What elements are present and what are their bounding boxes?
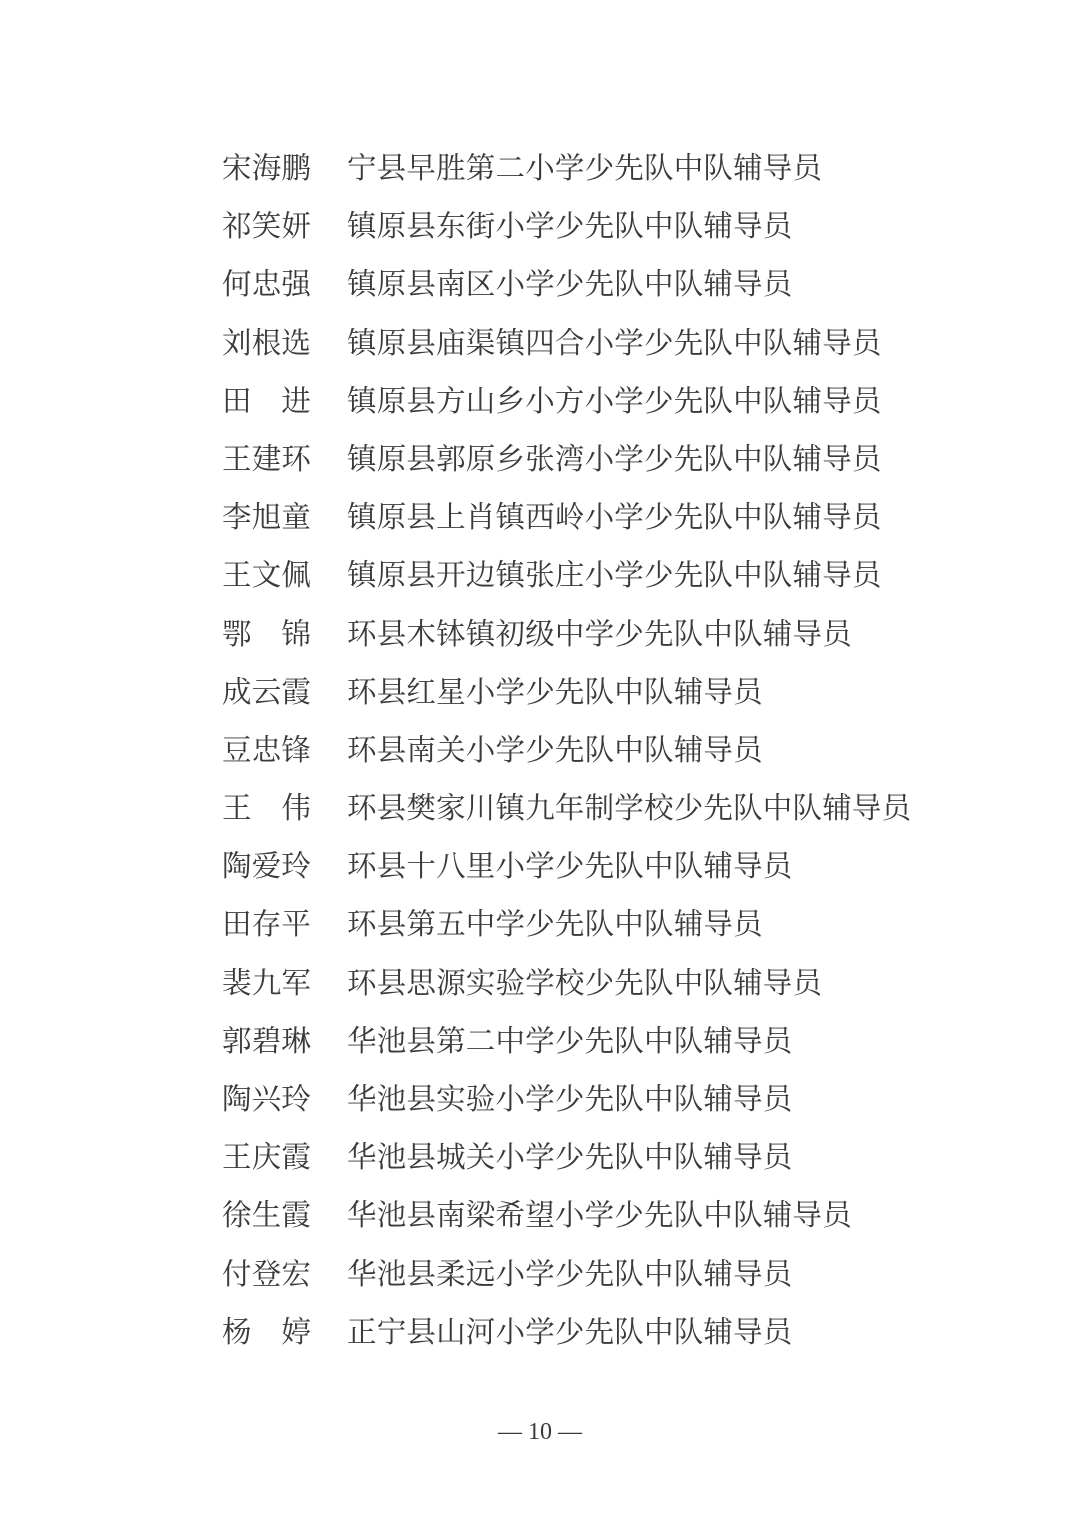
roster-row	[222, 1013, 1080, 1071]
footer-left-dash: —	[498, 1419, 522, 1445]
person-name: 徐生霞	[222, 1200, 312, 1233]
footer-right-dash: —	[558, 1419, 582, 1445]
roster-row	[222, 955, 1080, 1013]
roster-row	[222, 606, 1080, 664]
person-title: 镇原县郭原乡张湾小学少先队中队辅导员	[347, 443, 882, 476]
person-name: 王 伟	[222, 793, 312, 826]
person-name: 何忠强	[222, 269, 312, 302]
person-name: 刘根选	[222, 327, 312, 360]
person-title: 环县十八里小学少先队中队辅导员	[347, 851, 793, 884]
roster-row	[222, 140, 1080, 198]
roster-row	[222, 896, 1080, 954]
roster-row	[222, 198, 1080, 256]
person-title: 宁县早胜第二小学少先队中队辅导员	[347, 153, 823, 185]
person-title: 镇原县东街小学少先队中队辅导员	[347, 211, 793, 244]
person-title: 正宁县山河小学少先队中队辅导员	[347, 1316, 793, 1349]
person-title: 环县木钵镇初级中学少先队中队辅导员	[347, 618, 852, 651]
roster-row	[222, 1304, 1080, 1362]
person-title: 华池县城关小学少先队中队辅导员	[347, 1142, 793, 1175]
person-name: 王庆霞	[222, 1142, 312, 1175]
roster-row	[222, 1187, 1080, 1245]
person-name: 田存平	[222, 909, 312, 942]
person-title: 华池县实验小学少先队中队辅导员	[347, 1084, 793, 1116]
roster-row	[222, 431, 1080, 489]
roster-row	[222, 489, 1080, 547]
person-name: 田 进	[222, 385, 312, 418]
person-name: 杨 婷	[222, 1316, 312, 1349]
person-title: 环县樊家川镇九年制学校少先队中队辅导员	[347, 793, 912, 826]
roster-row	[222, 1246, 1080, 1304]
person-title: 环县思源实验学校少先队中队辅导员	[347, 967, 823, 1000]
page-footer	[0, 1416, 1080, 1448]
person-name: 成云霞	[222, 676, 312, 709]
person-title: 华池县南梁希望小学少先队中队辅导员	[347, 1200, 852, 1233]
person-name: 付登宏	[222, 1258, 312, 1291]
person-title: 环县红星小学少先队中队辅导员	[347, 676, 763, 709]
roster-row	[222, 664, 1080, 722]
roster-row	[222, 315, 1080, 373]
roster-row	[222, 722, 1080, 780]
person-name: 豆忠锋	[222, 734, 312, 767]
person-name: 王建环	[222, 443, 312, 476]
person-title: 华池县柔远小学少先队中队辅导员	[347, 1258, 793, 1291]
person-title: 镇原县庙渠镇四合小学少先队中队辅导员	[347, 327, 882, 360]
person-title: 镇原县方山乡小方小学少先队中队辅导员	[347, 385, 882, 418]
roster-row	[222, 1129, 1080, 1187]
person-name: 鄂 锦	[222, 618, 312, 651]
person-name: 李旭童	[222, 502, 312, 535]
person-title: 华池县第二中学少先队中队辅导员	[347, 1025, 793, 1058]
roster-row	[222, 1071, 1080, 1129]
roster-row	[222, 256, 1080, 314]
roster-row	[222, 780, 1080, 838]
person-name: 宋海鹏	[222, 153, 312, 185]
person-name: 王文佩	[222, 560, 312, 593]
counselor-roster-list	[222, 140, 1080, 1362]
person-name: 裴九军	[222, 967, 312, 1000]
person-name: 陶兴玲	[222, 1084, 312, 1116]
person-title: 环县南关小学少先队中队辅导员	[347, 734, 763, 767]
person-name: 陶爱玲	[222, 851, 312, 884]
person-name: 郭碧琳	[222, 1025, 312, 1058]
roster-row	[222, 838, 1080, 896]
person-title: 环县第五中学少先队中队辅导员	[347, 909, 763, 942]
person-title: 镇原县上肖镇西岭小学少先队中队辅导员	[347, 502, 882, 535]
person-title: 镇原县开边镇张庄小学少先队中队辅导员	[347, 560, 882, 593]
footer-page-number: 10	[528, 1419, 552, 1445]
person-name: 祁笑妍	[222, 211, 312, 244]
roster-row	[222, 373, 1080, 431]
person-title: 镇原县南区小学少先队中队辅导员	[347, 269, 793, 302]
roster-row	[222, 547, 1080, 605]
